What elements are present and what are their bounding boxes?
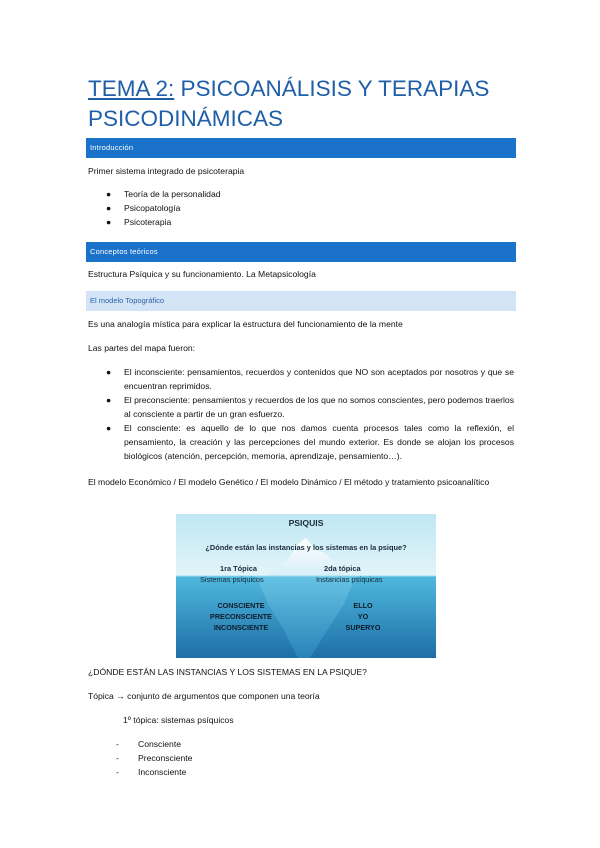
figure-title: PSIQUIS <box>288 518 324 528</box>
list-item: ● El preconsciente: pensamientos y recuerdos de los que no somos conscientes, pero podemos traerlos al consciente a partir de un gran esfuerzo. <box>106 395 514 419</box>
bottom-primera: 1º tópica: sistemas psíquicos <box>123 715 234 725</box>
list-item: ● Psicopatología <box>106 203 181 213</box>
figure-right-item: YO <box>357 612 369 621</box>
iceberg-illustration <box>176 514 436 658</box>
modelo-partes: Las partes del mapa fueron: <box>88 343 196 353</box>
bullet-icon: ● <box>106 367 112 377</box>
figure-left-item: INCONSCIENTE <box>213 623 269 632</box>
modelo-otros: El modelo Económico / El modelo Genético / El modelo Dinámico / El método y tratamiento psicoanalítico <box>88 477 490 487</box>
figure-left-item: CONSCIENTE <box>217 601 265 610</box>
list-item: ● Psicoterapia <box>106 217 172 227</box>
figure-right-items <box>338 600 388 633</box>
intro-lead: Primer sistema integrado de psicoterapia <box>88 166 245 176</box>
page-title <box>88 74 528 134</box>
bullet-icon: ● <box>106 189 112 199</box>
title-tema: TEMA 2: <box>88 76 175 101</box>
dash-marker: - <box>116 739 119 749</box>
figure-right-head: 2da tópica <box>324 564 361 573</box>
section-header-conceptos: Conceptos teóricos <box>86 242 516 262</box>
figure-right-item: ELLO <box>353 601 373 610</box>
dash-marker: - <box>116 753 119 763</box>
list-item: - Preconsciente <box>116 753 193 763</box>
list-item: ● Teoría de la personalidad <box>106 189 221 199</box>
figure-question: ¿Dónde están las instancias y los sistemas en la psique? <box>205 543 407 552</box>
bottom-topica: Tópica → conjunto de argumentos que componen una teoría <box>88 691 320 701</box>
figure-right-sub: Instancias psíquicas <box>316 575 383 584</box>
modelo-analogy: Es una analogía mística para explicar la estructura del funcionamiento de la mente <box>88 319 403 329</box>
bottom-question: ¿DÓNDE ESTÁN LAS INSTANCIAS Y LOS SISTEMAS EN LA PSIQUE? <box>88 667 367 677</box>
figure-left-sub: Sistemas psíquicos <box>200 575 264 584</box>
figure-left-item: PRECONSCIENTE <box>210 612 272 621</box>
list-item: - Consciente <box>116 739 181 749</box>
bullet-icon: ● <box>106 395 112 405</box>
figure-right-item: SUPERYO <box>345 623 381 632</box>
section-header-introduccion: Introducción <box>86 138 516 158</box>
list-item: - Inconsciente <box>116 767 187 777</box>
bullet-icon: ● <box>106 203 112 213</box>
list-item: ● El consciente: es aquello de lo que nos damos cuenta procesos tales como la reflexión, el pensamiento, la creación y las percepciones del mundo exterior. Es donde se alojan los procesos biológicos (atención, percepción, memoria, aprendizaje, pensamiento…). <box>106 423 514 461</box>
bottom-dash-list <box>116 737 192 779</box>
subsection-header-modelo: El modelo Topográfico <box>86 291 516 311</box>
intro-bullet-list <box>106 187 221 229</box>
conceptos-line: Estructura Psíquica y su funcionamiento. La Metapsicología <box>88 269 316 279</box>
dash-marker: - <box>116 767 119 777</box>
bullet-icon: ● <box>106 217 112 227</box>
figure-left-items <box>196 600 286 633</box>
title-rest: PSICOANÁLISIS Y TERAPIAS PSICODINÁMICAS <box>88 76 490 131</box>
figure-left-head: 1ra Tópica <box>220 564 257 573</box>
psiquis-iceberg-figure <box>176 514 436 658</box>
list-item: ● El inconsciente: pensamientos, recuerdos y contenidos que NO son aceptados por nosotros y que se encuentran reprimidos. <box>106 367 514 391</box>
modelo-bullet-list <box>106 365 514 463</box>
bullet-icon: ● <box>106 423 112 433</box>
